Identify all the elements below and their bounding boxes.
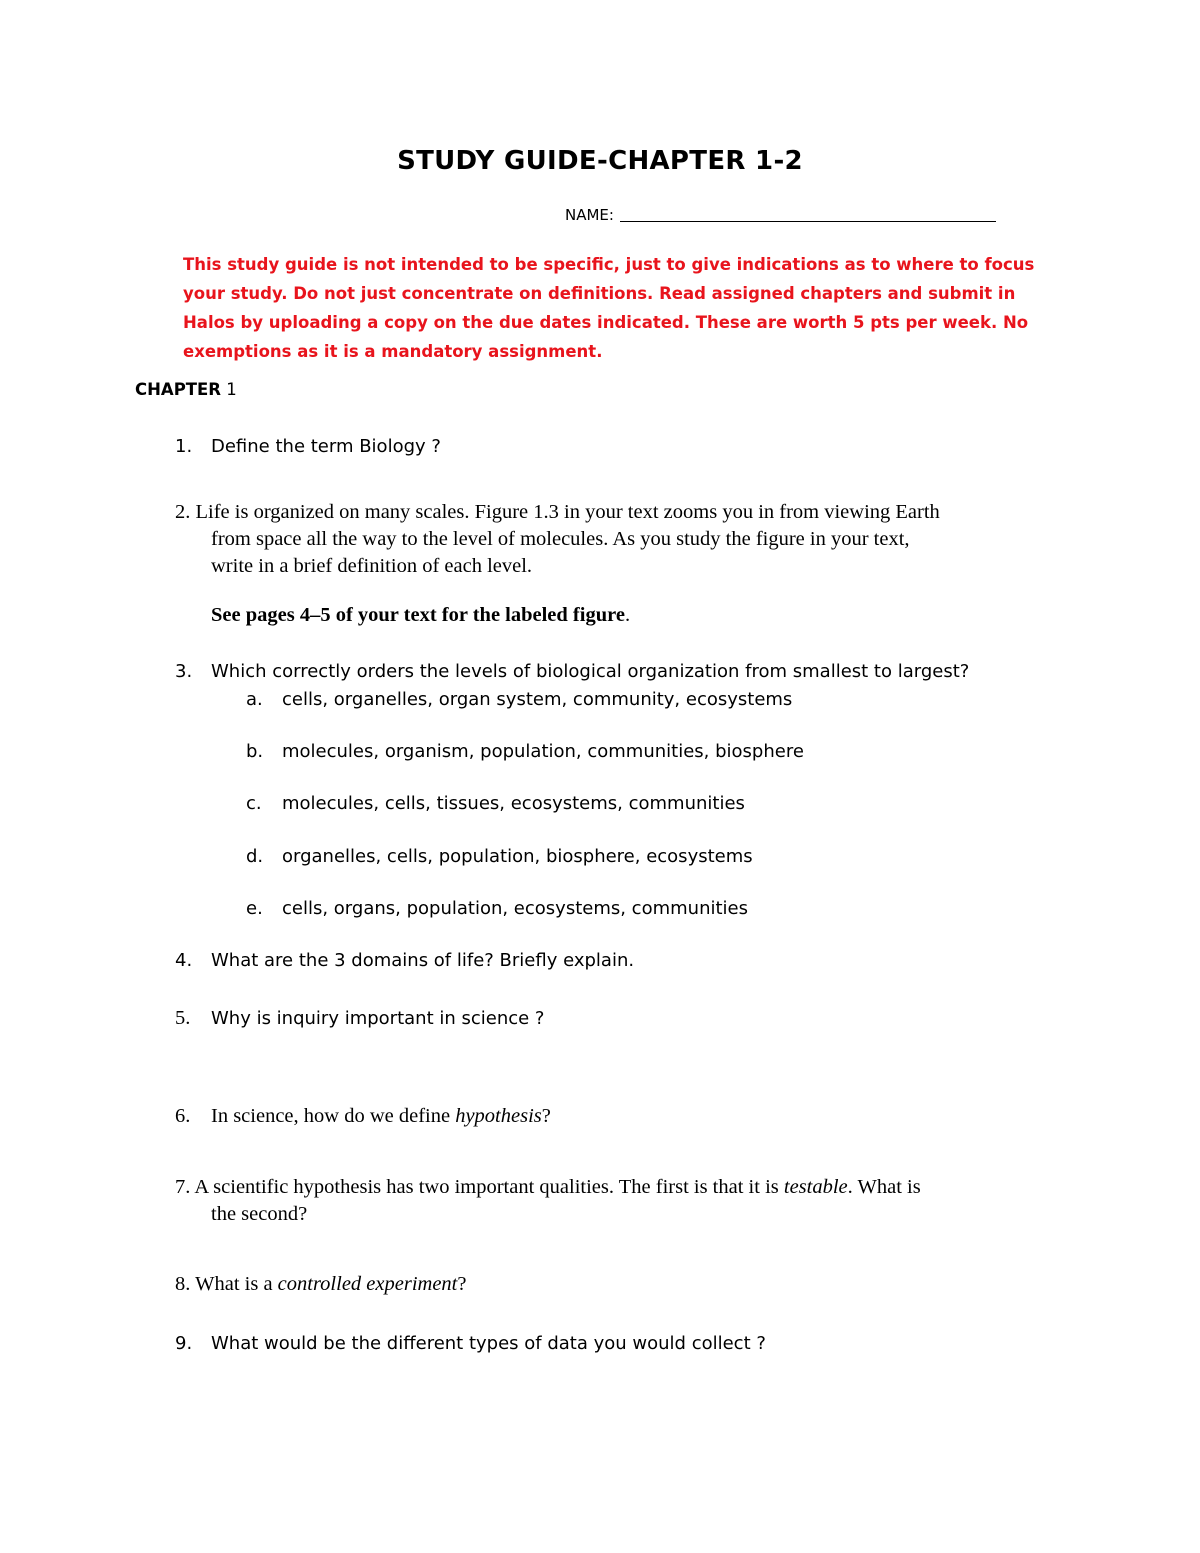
question-2-note-text: See pages 4–5 of your text for the labeled figure (211, 604, 625, 626)
chapter-heading-number: 1 (226, 380, 237, 399)
instructions-notice: This study guide is not intended to be specific, just to give indications as to where to focus your study. Do not just concentrate on definitions. Read assigned chapters and submit in Halos by uploading a copy on the due dates indicated. These are worth 5 pts per week. No exemptions as it is a mandatory assignment. (183, 255, 1035, 361)
name-label: NAME: (565, 206, 614, 224)
question-7-line-1 (175, 1176, 921, 1199)
chapter-heading (135, 380, 237, 399)
question-3-text: Which correctly orders the levels of biological organization from smallest to largest? (211, 661, 970, 682)
question-9-text: What would be the different types of data you would collect ? (211, 1333, 766, 1354)
question-7-lead-before: 7. A scientific hypothesis has two important qualities. The first is that it is (175, 1176, 784, 1198)
question-3-number: 3. (175, 661, 193, 682)
question-8-text-after: ? (457, 1273, 467, 1295)
question-2-line-3: write in a brief definition of each level. (211, 555, 533, 577)
question-1-text: Define the term Biology ? (211, 436, 441, 457)
option-b-text: molecules, organism, population, communities, biosphere (282, 741, 804, 762)
question-6-text-after: ? (541, 1105, 551, 1127)
question-1-number: 1. (175, 436, 193, 457)
question-2-line-2: from space all the way to the level of molecules. As you study the figure in your text, (211, 528, 910, 550)
option-d-text: organelles, cells, population, biosphere, ecosystems (282, 846, 753, 867)
page-title: STUDY GUIDE-CHAPTER 1-2 (397, 146, 803, 176)
option-e-letter: e. (246, 898, 263, 919)
option-a-letter: a. (246, 689, 263, 710)
name-field[interactable] (565, 206, 996, 224)
question-4-text: What are the 3 domains of life? Briefly explain. (211, 950, 635, 971)
question-2-line-1: 2. Life is organized on many scales. Figure 1.3 in your text zooms you in from viewing Earth (175, 501, 940, 523)
option-c-letter: c. (246, 793, 262, 814)
question-9-number: 9. (175, 1333, 193, 1354)
question-8-text (175, 1273, 466, 1296)
question-5-number: 5. (175, 1007, 191, 1029)
option-b-letter: b. (246, 741, 264, 762)
question-7-line-2: the second? (211, 1203, 308, 1225)
question-6-text-before: In science, how do we define (211, 1105, 456, 1127)
question-7-emphasis: testable (783, 1176, 848, 1198)
question-7-lead-after: . What is (847, 1176, 921, 1198)
question-6-emphasis: hypothesis (455, 1105, 542, 1127)
question-8-emphasis: controlled experiment (277, 1273, 458, 1295)
name-blank-line[interactable] (620, 221, 996, 222)
question-5-text: Why is inquiry important in science ? (211, 1008, 545, 1029)
option-e-text: cells, organs, population, ecosystems, communities (282, 898, 748, 919)
option-d-letter: d. (246, 846, 264, 867)
chapter-heading-label: CHAPTER (135, 380, 222, 399)
option-c-text: molecules, cells, tissues, ecosystems, communities (282, 793, 745, 814)
question-6-text (211, 1105, 551, 1128)
option-a-text: cells, organelles, organ system, community, ecosystems (282, 689, 793, 710)
question-8-text-before: 8. What is a (175, 1273, 278, 1295)
question-2-note (211, 604, 630, 627)
question-6-number: 6. (175, 1105, 191, 1127)
question-4-number: 4. (175, 950, 193, 971)
question-2-note-end: . (624, 604, 631, 626)
